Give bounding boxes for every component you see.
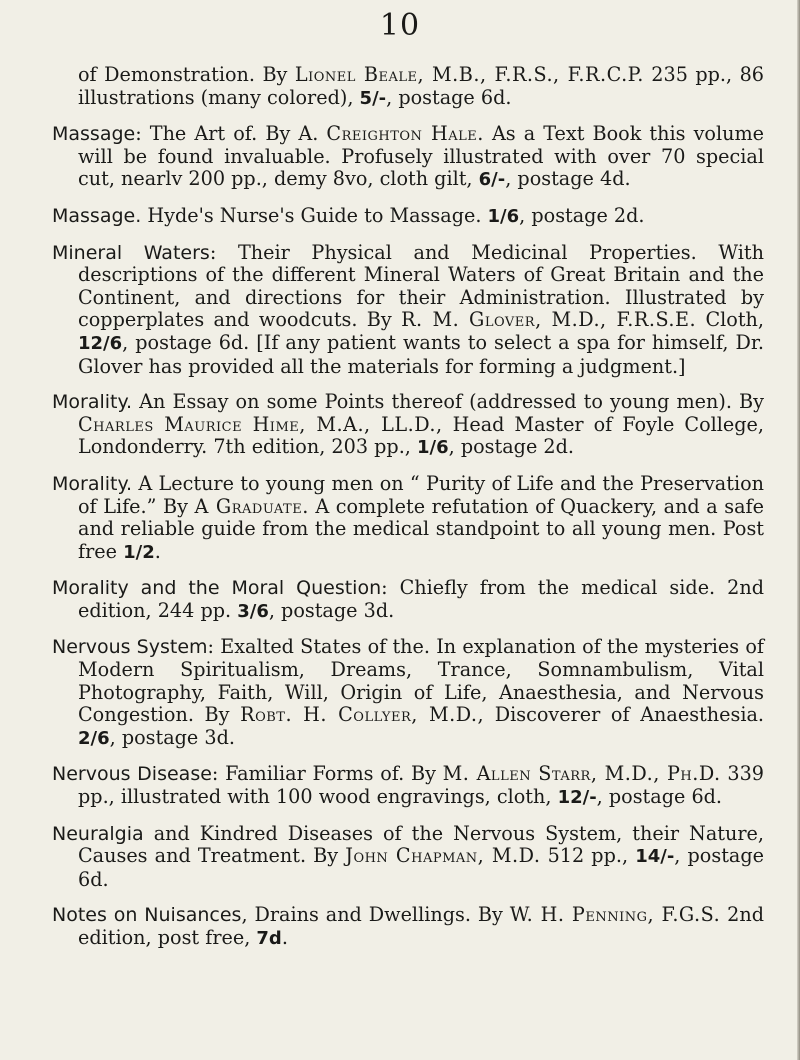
catalogue-entry [52,64,764,110]
entry-price: 5/- [359,87,387,109]
entry-price: 14/- [635,846,675,868]
entry-text: , postage 2d. [448,435,574,459]
entry-price: 2/6 [78,727,110,749]
entry-text: , postage 3d. [109,725,235,749]
entry-text: : Familiar Forms of. By [211,762,443,786]
entry-price: 1/2 [123,541,155,563]
entry-text: 235 pp., 86 illustrations (many colored), [78,63,765,109]
entry-text: A Lecture to young men on “ Purity of Life and the Preservation of Life.” By [78,471,764,518]
entry-price: 12/- [557,787,597,809]
catalogue-entry [52,242,764,379]
entry-text: , postage 4d. [505,167,631,191]
catalogue-entry [52,473,764,564]
entry-text: : Their Physical and Medicinal Properties. With descriptions of the different Mineral Waters of Great Britain and the Continent, and directions for their Administration. Illustrated by copperplates and woodcuts. By [78,240,764,332]
entry-heading: Nervous System [52,636,208,659]
entry-author: R. M. Glover, M.D., F.R.S.E. [401,308,697,332]
entry-price: 3/6 [237,600,269,622]
entry-text: , postage 6d. [If any patient wants to select a spa for himself, Dr. Glover has provided all the materials for forming a judgment.] [78,330,764,378]
entry-author: A Graduate. [194,494,309,518]
entry-text: A complete refutation of Quackery, and a safe and reliable guide from the medical standpoint to all young men. Post free [78,494,764,563]
catalogue-entry [52,636,764,750]
entry-text: , postage 6d. [596,785,723,809]
entry-price: 7d [256,928,282,949]
entry-heading: Mineral Waters [52,241,210,264]
entry-heading: Morality. [52,472,133,495]
entry-text: An Essay on some Points thereof (addressed to young men). By [132,390,764,414]
catalogue-entry [52,823,764,892]
entry-text: : Exalted States of the. In explanation of the mysteries of Modern Spiritualism, Dreams, Trance, Somnambulism, Vital Photography, Faith, Will, Origin of Life, Anaesthesia, and Nervous Congestion. By [78,635,764,727]
entry-text: , Drains and Dwellings. By [241,903,510,927]
entry-heading: Morality. [52,391,133,414]
entry-heading: Neuralgia [52,822,144,845]
entry-author: Charles Maurice Hime, M.A., LL.D., [78,412,443,436]
entry-text: . [154,539,161,563]
catalogue-entry [52,577,764,623]
entry-author: Lionel Beale, M.B., F.R.S., F.R.C.P. [294,63,644,86]
entry-text: Hyde's Nurse's Guide to Massage. [141,203,488,227]
entry-author: Creighton Hale. [326,122,484,146]
entry-text: 512 pp., [540,844,636,868]
entry-text: and Kindred Diseases of the Nervous System, their Nature, Causes and Treatment. By [78,821,764,868]
entry-text: , postage 2d. [519,203,645,227]
entry-price: 12/6 [78,332,123,354]
entry-text: . [281,926,288,949]
entry-author: W. H. Penning, F.G.S. [509,903,721,927]
entry-author: Robt. H. Collyer, M.D., [240,703,485,727]
entry-text: Discoverer of Anaesthesia. [484,703,765,727]
entry-text: 2nd edition, post free, [78,903,765,949]
entry-heading: Nervous Disease [52,763,212,786]
catalogue-entries [52,64,764,964]
entry-text: : The Art of. By A. [135,122,327,146]
entry-heading: Massage. [52,204,142,227]
catalogue-entry [52,123,764,192]
page-number: 10 [379,8,421,43]
entry-author: John Chapman, M.D. [345,844,541,868]
entry-price: 1/6 [487,205,520,227]
entry-text: As a Text Book this volume will be found invaluable. Profusely illustrated with over 70 special cut, nearlv 200 pp., demy 8vo, cloth gilt, [78,122,765,191]
entry-text: Cloth, [696,308,764,332]
entry-heading: Morality and the Moral Question [52,577,382,600]
entry-text: Head Master of Foyle College, Londonderry. 7th edition, 203 pp., [78,412,764,459]
catalogue-entry [52,763,764,809]
entry-text: 339 pp., illustrated with 100 wood engravings, cloth, [78,762,764,809]
entry-text: of Demonstration. By [78,63,295,86]
entry-heading: Massage [52,123,136,146]
entry-author: M. Allen Starr, M.D., Ph.D. [442,762,721,786]
catalogue-entry [52,391,764,460]
catalogue-entry [52,205,764,229]
entry-price: 1/6 [417,437,449,459]
catalogue-entry [52,904,764,950]
entry-text: , postage 6d. [78,844,764,891]
entry-text: , postage 6d. [386,85,512,109]
entry-price: 6/- [478,169,506,191]
entry-heading: Notes on Nuisances [52,904,242,927]
entry-text: , postage 3d. [268,598,395,622]
entry-text: : Chiefly from the medical side. 2nd edition, 244 pp. [78,576,764,622]
